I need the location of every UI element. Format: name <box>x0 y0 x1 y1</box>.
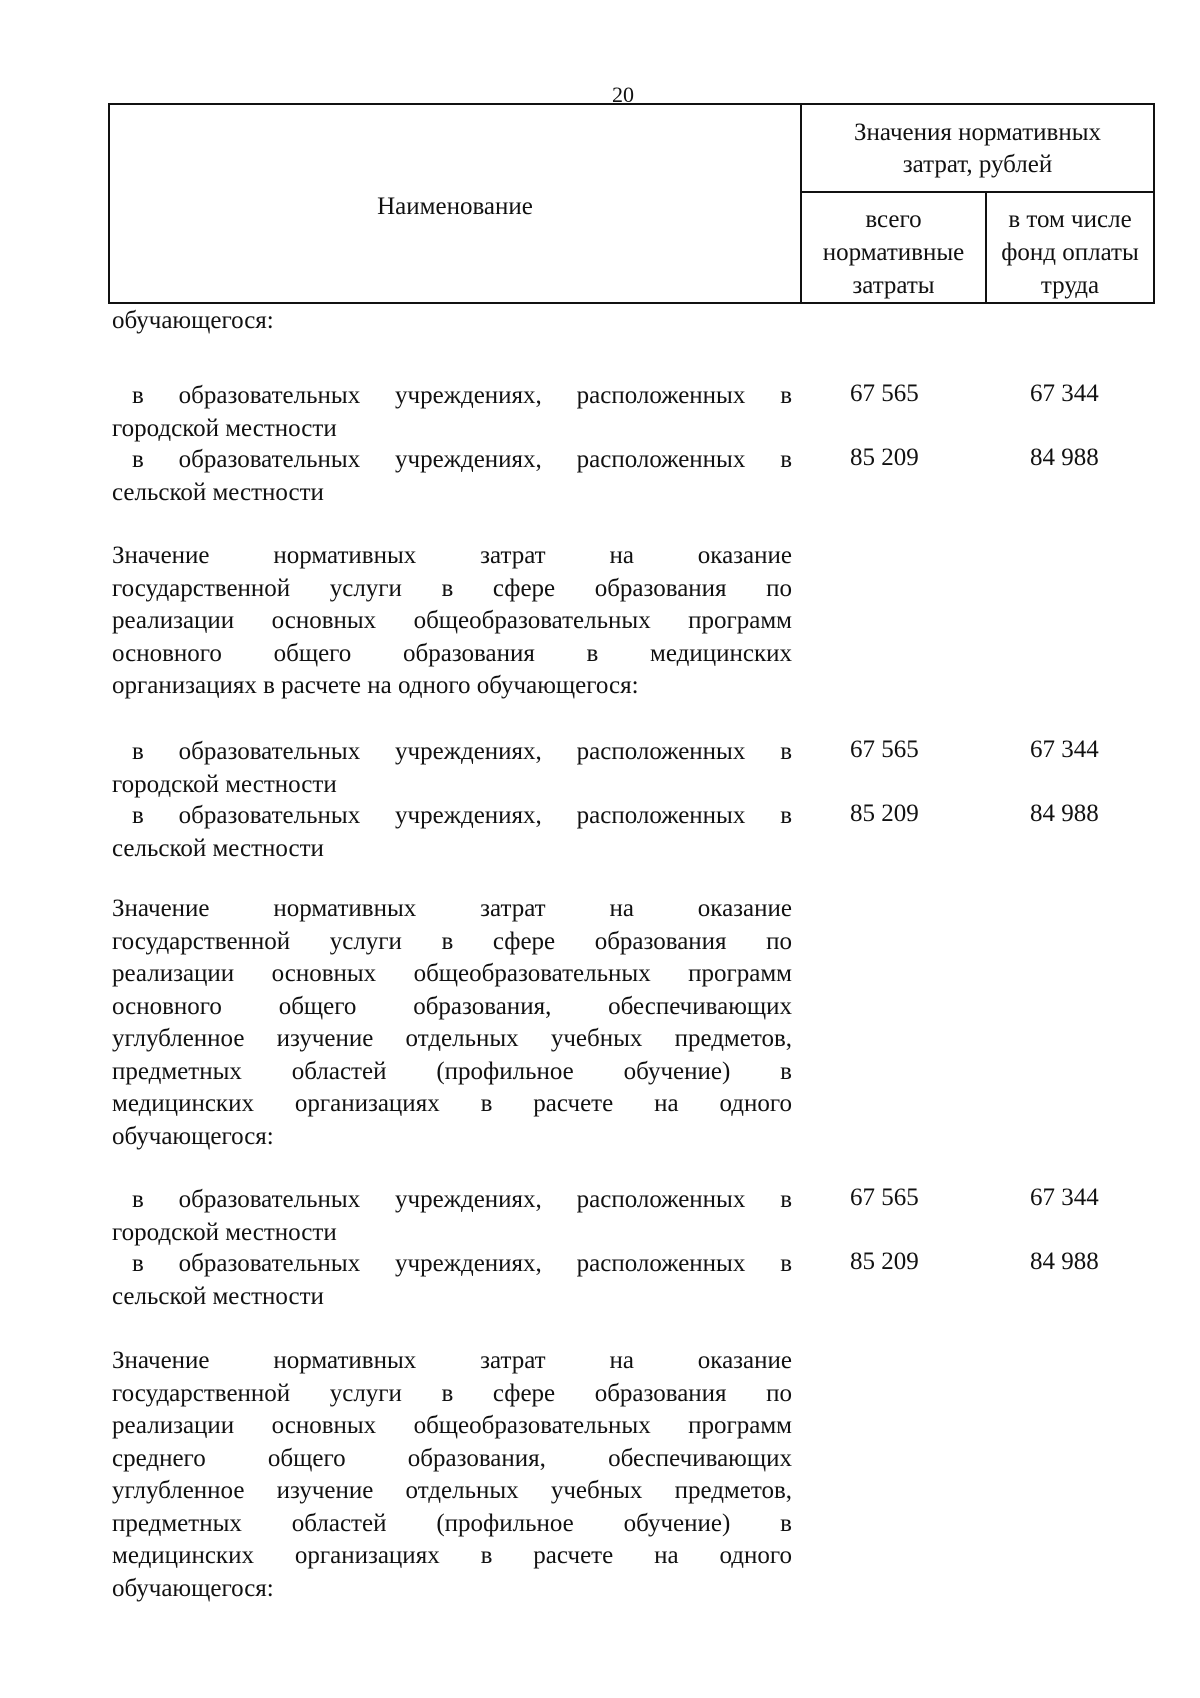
table-row-label <box>112 1248 792 1313</box>
section-line: государственной услуги в сфере образования по <box>112 1379 792 1407</box>
section-line: обучающегося: <box>112 1574 274 1602</box>
table-header <box>108 103 1155 304</box>
column-header-fot <box>987 193 1153 302</box>
column-group-header <box>802 105 1153 193</box>
section-line: основного общего образования в медицинских <box>112 639 792 667</box>
row-fot-value: 84 988 <box>1030 1248 1099 1275</box>
section-line: Значение нормативных затрат на оказание <box>112 895 792 922</box>
column-header-fot-line: фонд оплаты <box>1001 239 1139 266</box>
section-line: государственной услуги в сфере образования по <box>112 927 792 955</box>
row-label-line: городской местности <box>112 770 337 798</box>
row-total-value: 67 565 <box>850 1184 919 1211</box>
row-label-line: сельской местности <box>112 834 324 862</box>
table-row-label <box>112 444 792 509</box>
row-label-line: в образовательных учреждениях, расположенных в <box>132 382 792 409</box>
table-row-label <box>112 736 792 801</box>
row-total-value: 67 565 <box>850 380 919 407</box>
column-header-fot-line: в том числе <box>1008 206 1132 233</box>
column-header-name: Наименование <box>377 192 533 220</box>
section-line: углубленное изучение отдельных учебных предметов, <box>112 1025 792 1052</box>
section-line: среднего общего образования, обеспечивающих <box>112 1444 792 1472</box>
row-label-line: сельской местности <box>112 1282 324 1310</box>
row-label-line: в образовательных учреждениях, расположенных в <box>132 446 792 473</box>
column-header-total-line: нормативные <box>822 239 965 266</box>
row-label-line: в образовательных учреждениях, расположенных в <box>132 1186 792 1213</box>
table-row-label <box>112 380 792 445</box>
section-line: обучающегося: <box>112 1122 274 1150</box>
column-group-header-line: Значения нормативных <box>853 119 1102 146</box>
section-line: Значение нормативных затрат на оказание <box>112 1347 792 1374</box>
section-line: медицинских организациях в расчете на одного <box>112 1542 792 1569</box>
section-line: углубленное изучение отдельных учебных предметов, <box>112 1477 792 1504</box>
row-total-value: 67 565 <box>850 736 919 763</box>
section-heading <box>112 1345 792 1605</box>
column-header-total-line: всего <box>865 206 922 233</box>
row-fot-value: 67 344 <box>1030 380 1099 407</box>
row-total-value: 85 209 <box>850 800 919 827</box>
row-label-line: в образовательных учреждениях, расположенных в <box>132 1250 792 1277</box>
section-line: основного общего образования, обеспечивающих <box>112 992 792 1020</box>
column-header-total-line: затраты <box>852 272 935 299</box>
row-label-line: городской местности <box>112 414 337 442</box>
section-heading <box>112 540 792 703</box>
row-label-line: сельской местности <box>112 478 324 506</box>
row-label-line: городской местности <box>112 1218 337 1246</box>
section-heading <box>112 893 792 1153</box>
table-row-label <box>112 1184 792 1249</box>
row-total-value: 85 209 <box>850 1248 919 1275</box>
row-fot-value: 84 988 <box>1030 444 1099 471</box>
continued-text: обучающегося: <box>112 307 274 334</box>
row-fot-value: 84 988 <box>1030 800 1099 827</box>
section-line: Значение нормативных затрат на оказание <box>112 542 792 569</box>
column-header-total <box>802 193 987 302</box>
section-line: организациях в расчете на одного обучающегося: <box>112 672 639 699</box>
section-line: реализации основных общеобразовательных программ <box>112 1412 792 1439</box>
section-line: реализации основных общеобразовательных программ <box>112 607 792 634</box>
section-line: медицинских организациях в расчете на одного <box>112 1090 792 1117</box>
table-row-label <box>112 800 792 865</box>
row-label-line: в образовательных учреждениях, расположенных в <box>132 802 792 829</box>
row-fot-value: 67 344 <box>1030 1184 1099 1211</box>
column-group-header-line: затрат, рублей <box>902 151 1053 178</box>
section-line: реализации основных общеобразовательных программ <box>112 960 792 987</box>
column-header-fot-line: труда <box>1040 272 1100 299</box>
section-line: предметных областей (профильное обучение) в <box>112 1509 792 1537</box>
row-fot-value: 67 344 <box>1030 736 1099 763</box>
section-line: государственной услуги в сфере образования по <box>112 574 792 602</box>
row-total-value: 85 209 <box>850 444 919 471</box>
column-group-values <box>800 105 1153 302</box>
section-line: предметных областей (профильное обучение) в <box>112 1057 792 1085</box>
page-number: 20 <box>612 82 634 107</box>
row-label-line: в образовательных учреждениях, расположенных в <box>132 738 792 765</box>
